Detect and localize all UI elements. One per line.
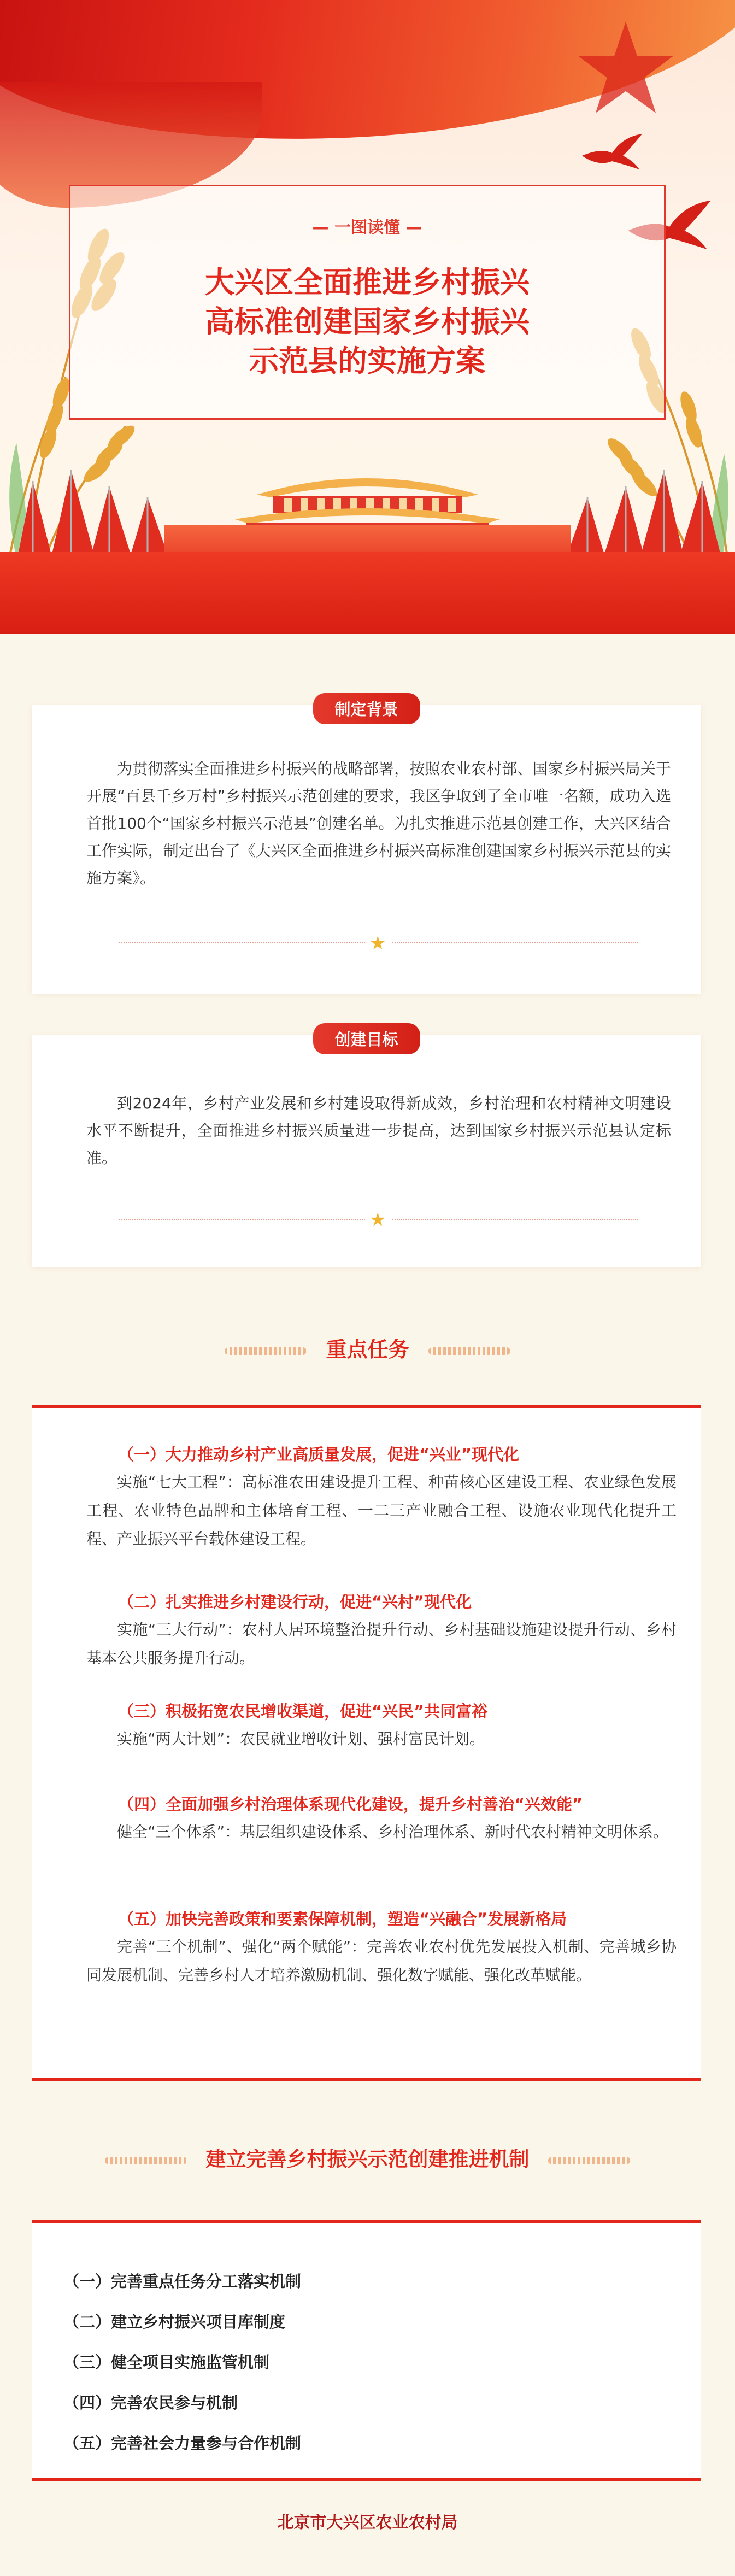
task-item [86, 1791, 677, 1846]
dove-icon [579, 131, 645, 175]
hero-banner [0, 0, 735, 634]
task-title: （一）大力推动乡村产业高质量发展，促进“兴业”现代化 [118, 1445, 520, 1464]
mechanism-item: （三）健全项目实施监管机制 [63, 2353, 270, 2372]
mechanism-card [32, 2220, 701, 2481]
task-item [86, 1698, 677, 1753]
section-heading-tasks [0, 1333, 735, 1363]
goal-text: 到2024年，乡村产业发展和乡村建设取得新成效，乡村治理和农村精神文明建设水平不断提升，全面推进乡村振兴质量进一步提高，达到国家乡村振兴示范县认定标准。 [86, 1094, 671, 1167]
section-heading-text: 重点任务 [326, 1337, 409, 1362]
task-body: 健全“三个体系”：基层组织建设体系、乡村治理体系、新时代农村精神文明体系。 [117, 1823, 669, 1841]
heading-decoration [225, 1347, 307, 1355]
task-title: （五）加快完善政策和要素保障机制，塑造“兴融合”发展新格局 [118, 1910, 567, 1928]
heading-decoration [428, 1347, 510, 1355]
page-title-line: 示范县的实施方案 [249, 344, 485, 378]
section-tag-goal: 创建目标 [313, 1023, 420, 1054]
task-item [86, 1588, 677, 1673]
page-title-line: 高标准创建国家乡村振兴 [205, 304, 530, 339]
mechanism-item: （五）完善社会力量参与合作机制 [63, 2434, 302, 2452]
section-tag-background: 制定背景 [313, 693, 420, 724]
section-heading-mechanism [0, 2143, 735, 2172]
task-title: （三）积极拓宽农民增收渠道，促进“兴民”共同富裕 [118, 1702, 488, 1721]
task-title: （二）扎实推进乡村建设行动，促进“兴村”现代化 [118, 1593, 472, 1611]
task-item [86, 1905, 677, 1990]
background-card [32, 700, 701, 994]
page-title [70, 263, 664, 381]
goal-card [32, 1030, 701, 1267]
title-box [69, 185, 666, 420]
stage-base [0, 552, 735, 634]
page-title-line: 大兴区全面推进乡村振兴 [205, 265, 530, 300]
task-item [86, 1441, 677, 1553]
section-heading-text: 建立完善乡村振兴示范创建推进机制 [205, 2147, 530, 2171]
star-icon: ★ [369, 932, 386, 954]
subhead: — 一图读懂 — [312, 218, 422, 237]
task-body: 实施“七大工程”：高标准农田建设提升工程、种苗核心区建设工程、农业绿色发展工程、农业特色品牌和主体培育工程、一二三产业融合工程、设施农业现代化提升工程、产业振兴平台载体建设工程。 [86, 1473, 677, 1548]
divider [119, 1209, 638, 1231]
star-icon [574, 16, 678, 120]
background-text: 为贯彻落实全面推进乡村振兴的战略部署，按照农业农村部、国家乡村振兴局关于开展“百县千乡万村”乡村振兴示范创建的要求，我区争取到了全市唯一名额，成功入选首批100个“国家乡村振兴示范县”创建名单。为扎实推进示范县创建工作，大兴区结合工作实际，制定出台了《大兴区全面推进乡村振兴高标准创建国家乡村振兴示范县的实施方案》。 [86, 760, 671, 887]
divider [119, 932, 638, 954]
tasks-card [32, 1405, 701, 2081]
task-title: （四）全面加强乡村治理体系现代化建设，提升乡村善治“兴效能” [118, 1795, 583, 1814]
task-body: 完善“三个机制”、强化“两个赋能”：完善农业农村优先发展投入机制、完善城乡协同发展机制、完善乡村人才培养激励机制、强化数字赋能、强化改革赋能。 [86, 1938, 677, 1984]
mechanism-item: （四）完善农民参与机制 [63, 2393, 238, 2412]
heading-decoration [105, 2157, 187, 2164]
mechanism-item: （一）完善重点任务分工落实机制 [63, 2272, 302, 2291]
heading-decoration [548, 2157, 630, 2164]
task-body: 实施“三大行动”：农村人居环境整治提升行动、乡村基础设施建设提升行动、乡村基本公共服务提升行动。 [86, 1621, 677, 1667]
star-icon: ★ [369, 1209, 386, 1231]
footer-publisher: 北京市大兴区农业农村局 [277, 2513, 458, 2532]
task-body: 实施“两大计划”：农民就业增收计划、强村富民计划。 [117, 1730, 485, 1748]
mechanism-item: （二）建立乡村振兴项目库制度 [63, 2313, 286, 2331]
